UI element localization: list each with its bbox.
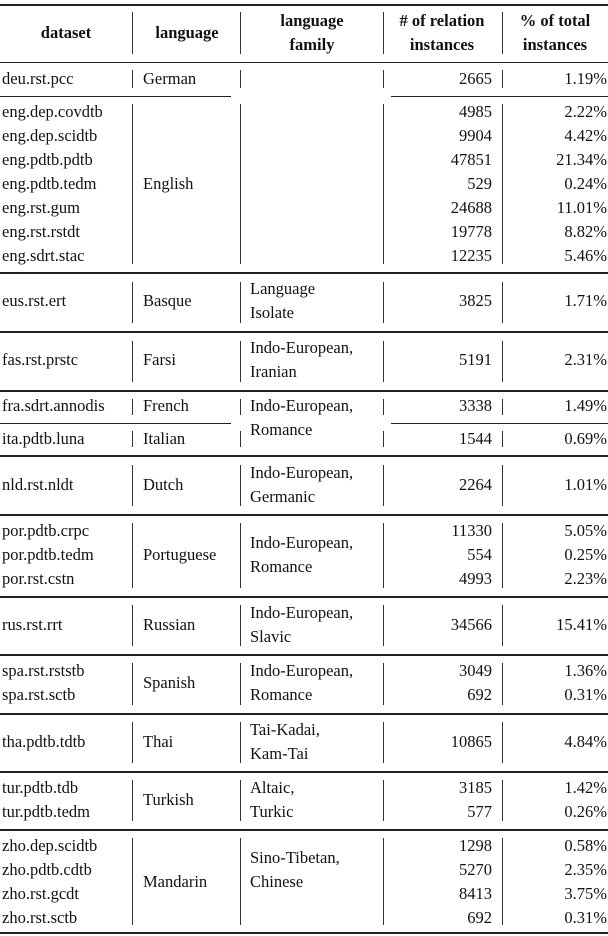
language-family: Turkic [250,802,294,821]
language-name: German [143,69,197,88]
column-divider [132,605,133,646]
percent-of-total: 0.24% [564,174,607,193]
dataset-name: por.pdtb.tedm [2,545,94,564]
percent-of-total: 1.19% [564,69,607,88]
language-name: Portuguese [143,545,217,564]
language-name: Thai [143,732,174,751]
column-divider [240,465,241,506]
language-family: Sino-Tibetan, [250,848,340,867]
percent-of-total: 0.26% [564,802,607,821]
relation-count: 554 [467,545,492,564]
percent-of-total: 8.82% [564,222,607,241]
dataset-name: tur.pdtb.tedm [2,802,90,821]
partial-rule-right [391,96,608,97]
group-rule [0,771,608,773]
language-family: Romance [250,557,313,576]
group-rule [0,455,608,457]
percent-of-total: 3.75% [564,884,607,903]
language-name: Farsi [143,350,176,369]
dataset-name: spa.rst.sctb [2,685,76,704]
percent-of-total: 0.69% [564,429,607,448]
language-family: Language [250,279,316,298]
header-rule [0,62,608,63]
dataset-name: fra.sdrt.annodis [2,396,105,415]
percent-of-total: 0.31% [564,685,607,704]
percent-of-total: 1.01% [564,475,607,494]
language-family: Indo-European, [250,661,354,680]
percent-of-total: 21.34% [556,150,607,169]
dataset-name: eus.rst.ert [2,291,67,310]
language-family: Indo-European, [250,533,354,552]
column-divider [132,663,133,705]
header-family-line2: family [289,35,335,54]
language-family: Indo-European, [250,463,354,482]
relation-count: 3185 [459,778,492,797]
column-divider [240,838,241,925]
group-rule [0,514,608,516]
column-divider [132,104,133,264]
percent-of-total: 15.41% [556,615,607,634]
relation-count: 10865 [450,732,492,751]
language-family: Altaic, [250,778,295,797]
percent-of-total: 2.35% [564,860,607,879]
column-divider [132,838,133,925]
language-family: Kam-Tai [250,744,309,763]
percent-of-total: 2.23% [564,569,607,588]
language-family: Romance [250,685,313,704]
header-count-line2: instances [409,35,475,54]
language-name: Mandarin [143,872,208,891]
percent-of-total: 4.84% [564,732,607,751]
relation-count: 692 [467,685,492,704]
language-name: Dutch [143,475,184,494]
relation-count: 12235 [450,246,492,265]
percent-of-total: 1.71% [564,291,607,310]
column-divider [240,70,241,88]
header-language: language [155,23,219,42]
column-divider [240,605,241,646]
column-divider [132,341,133,382]
language-family: Germanic [250,487,316,506]
relation-count: 9904 [459,126,492,145]
dataset-name: eng.dep.covdtb [2,102,103,121]
dataset-name: tur.pdtb.tdb [2,778,79,797]
relation-count: 1298 [459,836,492,855]
dataset-name: deu.rst.pcc [2,69,74,88]
column-divider [240,282,241,323]
column-divider [132,722,133,763]
column-divider [132,465,133,506]
bottom-rule [0,932,608,934]
group-rule [0,713,608,715]
language-family: Tai-Kadai, [250,720,320,739]
relation-count: 577 [467,802,492,821]
column-divider [240,523,241,588]
relation-count: 2264 [459,475,492,494]
language-name: Italian [143,429,186,448]
dataset-name: zho.dep.scidtb [2,836,98,855]
dataset-name: rus.rst.rrt [2,615,63,634]
language-family: Romance [250,420,313,439]
header-family-line1: language [280,11,344,30]
dataset-name: nld.rst.nldt [2,475,74,494]
partial-rule-right [391,423,608,424]
relation-count: 3338 [459,396,492,415]
column-divider [240,663,241,705]
language-name: Russian [143,615,196,634]
column-divider [240,431,241,447]
dataset-name: zho.pdtb.cdtb [2,860,92,879]
percent-of-total: 1.42% [564,778,607,797]
header-count-line1: # of relation [399,11,485,30]
column-divider [132,780,133,821]
group-rule [0,654,608,656]
relation-count: 529 [467,174,492,193]
dataset-name: eng.pdtb.tedm [2,174,97,193]
relation-count: 24688 [450,198,492,217]
column-divider [132,523,133,588]
dataset-name: tha.pdtb.tdtb [2,732,86,751]
relation-count: 692 [467,908,492,927]
column-divider [240,104,241,264]
language-name: Spanish [143,673,196,692]
partial-rule-left [0,96,231,97]
relation-count: 19778 [450,222,492,241]
dataset-name: por.rst.cstn [2,569,75,588]
group-rule [0,390,608,392]
percent-of-total: 0.58% [564,836,607,855]
group-rule [0,272,608,274]
relation-count: 3825 [459,291,492,310]
relation-count: 47851 [450,150,492,169]
header-pct-line2: instances [522,35,588,54]
header-pct-line1: % of total [519,11,591,30]
percent-of-total: 5.46% [564,246,607,265]
column-divider [132,399,133,415]
dataset-name: eng.dep.scidtb [2,126,98,145]
percent-of-total: 2.31% [564,350,607,369]
percent-of-total: 11.01% [556,198,607,217]
language-family: Iranian [250,362,297,381]
dataset-name: eng.rst.rstdt [2,222,80,241]
relation-count: 1544 [459,429,492,448]
percent-of-total: 0.25% [564,545,607,564]
dataset-name: eng.sdrt.stac [2,246,85,265]
language-family: Slavic [250,627,292,646]
relation-count: 11330 [451,521,492,540]
relation-count: 34566 [450,615,492,634]
top-rule [0,4,608,6]
header-dataset: dataset [40,23,92,42]
language-family: Indo-European, [250,603,354,622]
relation-count: 3049 [459,661,492,680]
dataset-name: fas.rst.prstc [2,350,79,369]
dataset-name: ita.pdtb.luna [2,429,85,448]
column-divider [240,399,241,415]
percent-of-total: 0.31% [564,908,607,927]
dataset-name: eng.pdtb.pdtb [2,150,93,169]
relation-count: 2665 [459,69,492,88]
language-family: Indo-European, [250,396,354,415]
group-rule [0,829,608,831]
percent-of-total: 1.36% [564,661,607,680]
relation-count: 4985 [459,102,492,121]
dataset-name: por.pdtb.crpc [2,521,90,540]
percent-of-total: 2.22% [564,102,607,121]
relation-count: 5270 [459,860,492,879]
language-name: Turkish [143,790,194,809]
language-name: French [143,396,189,415]
column-divider [240,341,241,382]
language-family: Isolate [250,303,294,322]
relation-count: 5191 [459,350,492,369]
group-rule [0,331,608,333]
percent-of-total: 5.05% [564,521,607,540]
column-divider [132,431,133,447]
language-family: Chinese [250,872,304,891]
column-divider [132,70,133,88]
relation-count: 4993 [459,569,492,588]
group-rule [0,596,608,598]
partial-rule-left [0,423,231,424]
percent-of-total: 1.49% [564,396,607,415]
percent-of-total: 4.42% [564,126,607,145]
language-family: Indo-European, [250,338,354,357]
relation-count: 8413 [459,884,492,903]
column-divider [132,282,133,323]
dataset-name: spa.rst.rststb [2,661,85,680]
language-name: English [143,174,194,193]
language-name: Basque [143,291,192,310]
dataset-name: zho.rst.gcdt [2,884,79,903]
dataset-name: eng.rst.gum [2,198,80,217]
column-divider [240,722,241,763]
dataset-name: zho.rst.sctb [2,908,78,927]
column-divider [240,780,241,821]
